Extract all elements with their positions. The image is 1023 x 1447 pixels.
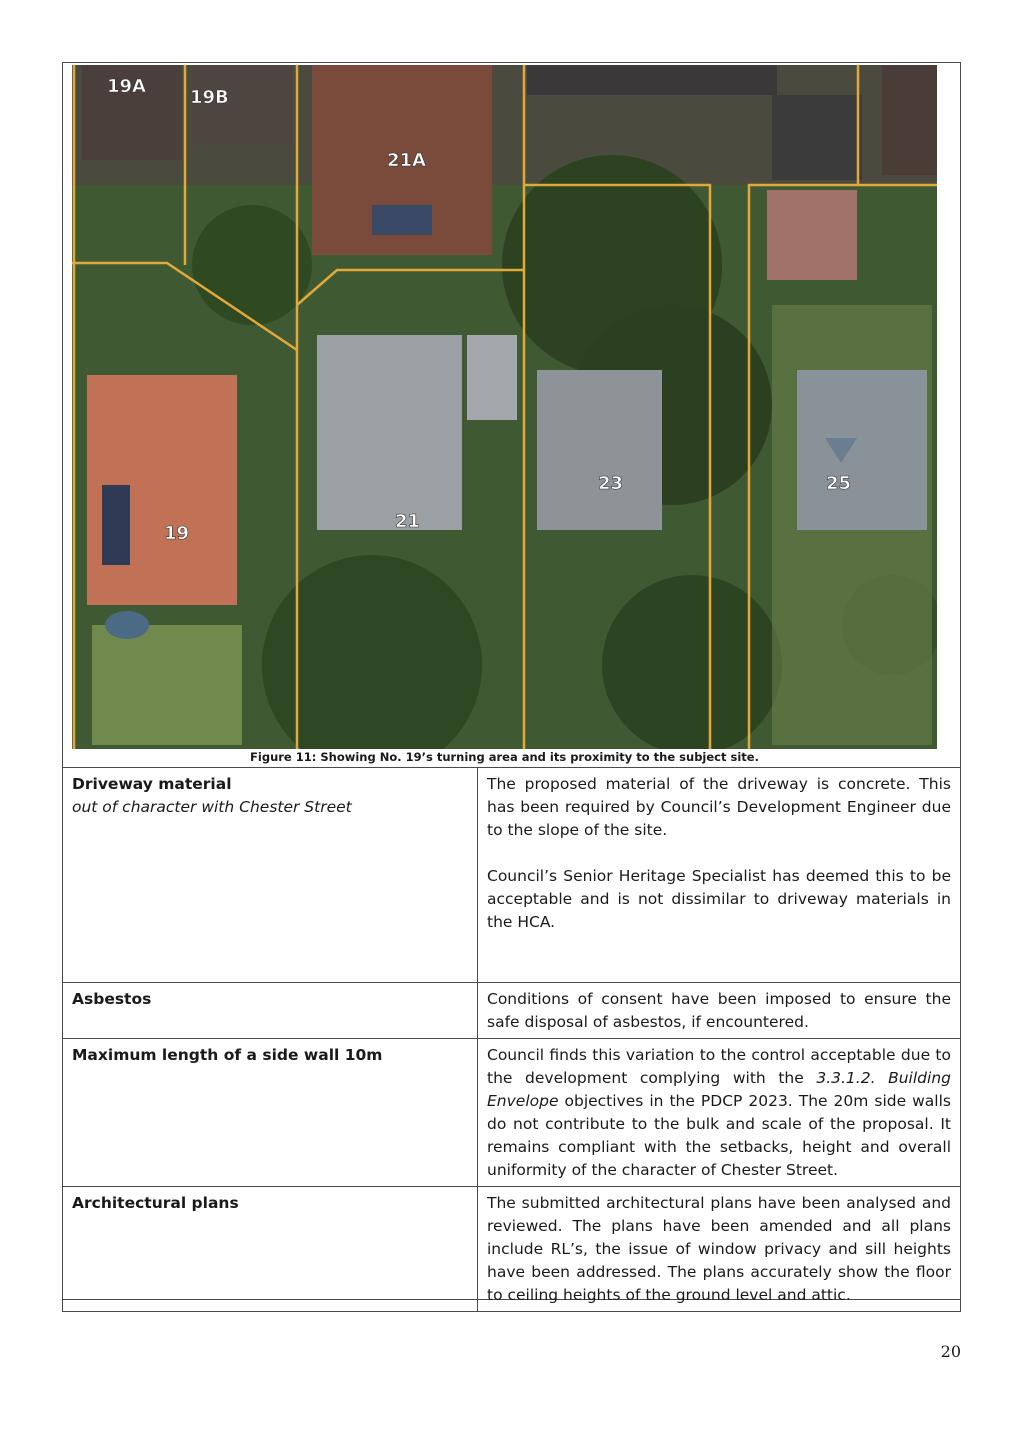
topic-title: Architectural plans	[72, 1194, 239, 1212]
lot-label: 19A	[107, 76, 146, 97]
table-row	[63, 1187, 961, 1312]
topic-title: Maximum length of a side wall 10m	[72, 1046, 383, 1064]
roof-21	[317, 335, 462, 530]
response-cell	[478, 768, 961, 983]
roof-23	[537, 370, 662, 530]
aerial-photo	[72, 65, 937, 749]
response-text	[487, 1044, 951, 1182]
response-cell	[478, 983, 961, 1039]
solar-panels	[372, 205, 432, 235]
lot-label: 23	[598, 473, 624, 494]
lot-label: 19B	[190, 87, 229, 108]
response-text: Conditions of consent have been imposed to ensure the safe disposal of asbestos, if encountered.	[487, 990, 951, 1031]
topic-cell	[63, 983, 478, 1039]
response-text-part: objectives in the PDCP 2023. The 20m side walls do not contribute to the bulk and scale of the proposal. It remains compliant with the setbacks, height and overall uniformity of the character of Chester Street.	[487, 1092, 951, 1179]
page-number: 20	[940, 1342, 961, 1361]
table-row	[63, 983, 961, 1039]
topic-cell	[63, 768, 478, 983]
topic-title: Driveway material	[72, 775, 232, 793]
figure-caption: Figure 11: Showing No. 19’s turning area and its proximity to the subject site.	[250, 750, 759, 764]
roof-25	[797, 370, 927, 530]
lot-label: 21	[395, 511, 421, 532]
response-text: The submitted architectural plans have been analysed and reviewed. The plans have been amended and all plans include RL’s, the issue of window privacy and sill heights have been addressed. The plans accurately show the floor to ceiling heights of the ground level and attic.	[487, 1194, 951, 1304]
response-text-part: Council finds this variation to the control acceptable due to the development complying with the	[487, 1046, 951, 1087]
lot-label: 25	[826, 473, 852, 494]
table-row	[63, 1039, 961, 1187]
topic-cell	[63, 1187, 478, 1312]
lot-label: 21A	[387, 150, 426, 171]
assessment-table	[62, 767, 961, 1312]
topic-cell	[63, 1039, 478, 1187]
topic-subtitle: out of character with Chester Street	[72, 798, 352, 816]
topic-title: Asbestos	[72, 990, 152, 1008]
table-row	[63, 768, 961, 983]
response-cell	[478, 1039, 961, 1187]
response-text: Council’s Senior Heritage Specialist has deemed this to be acceptable and is not dissimilar to driveway materials in the HCA.	[487, 867, 951, 931]
control-reference: 3.3.1.2. Building Envelope	[487, 1069, 951, 1110]
response-text: The proposed material of the driveway is concrete. This has been required by Council’s Development Engineer due to the slope of the site.	[487, 775, 951, 839]
lot-label: 19	[164, 523, 190, 544]
response-cell	[478, 1187, 961, 1312]
